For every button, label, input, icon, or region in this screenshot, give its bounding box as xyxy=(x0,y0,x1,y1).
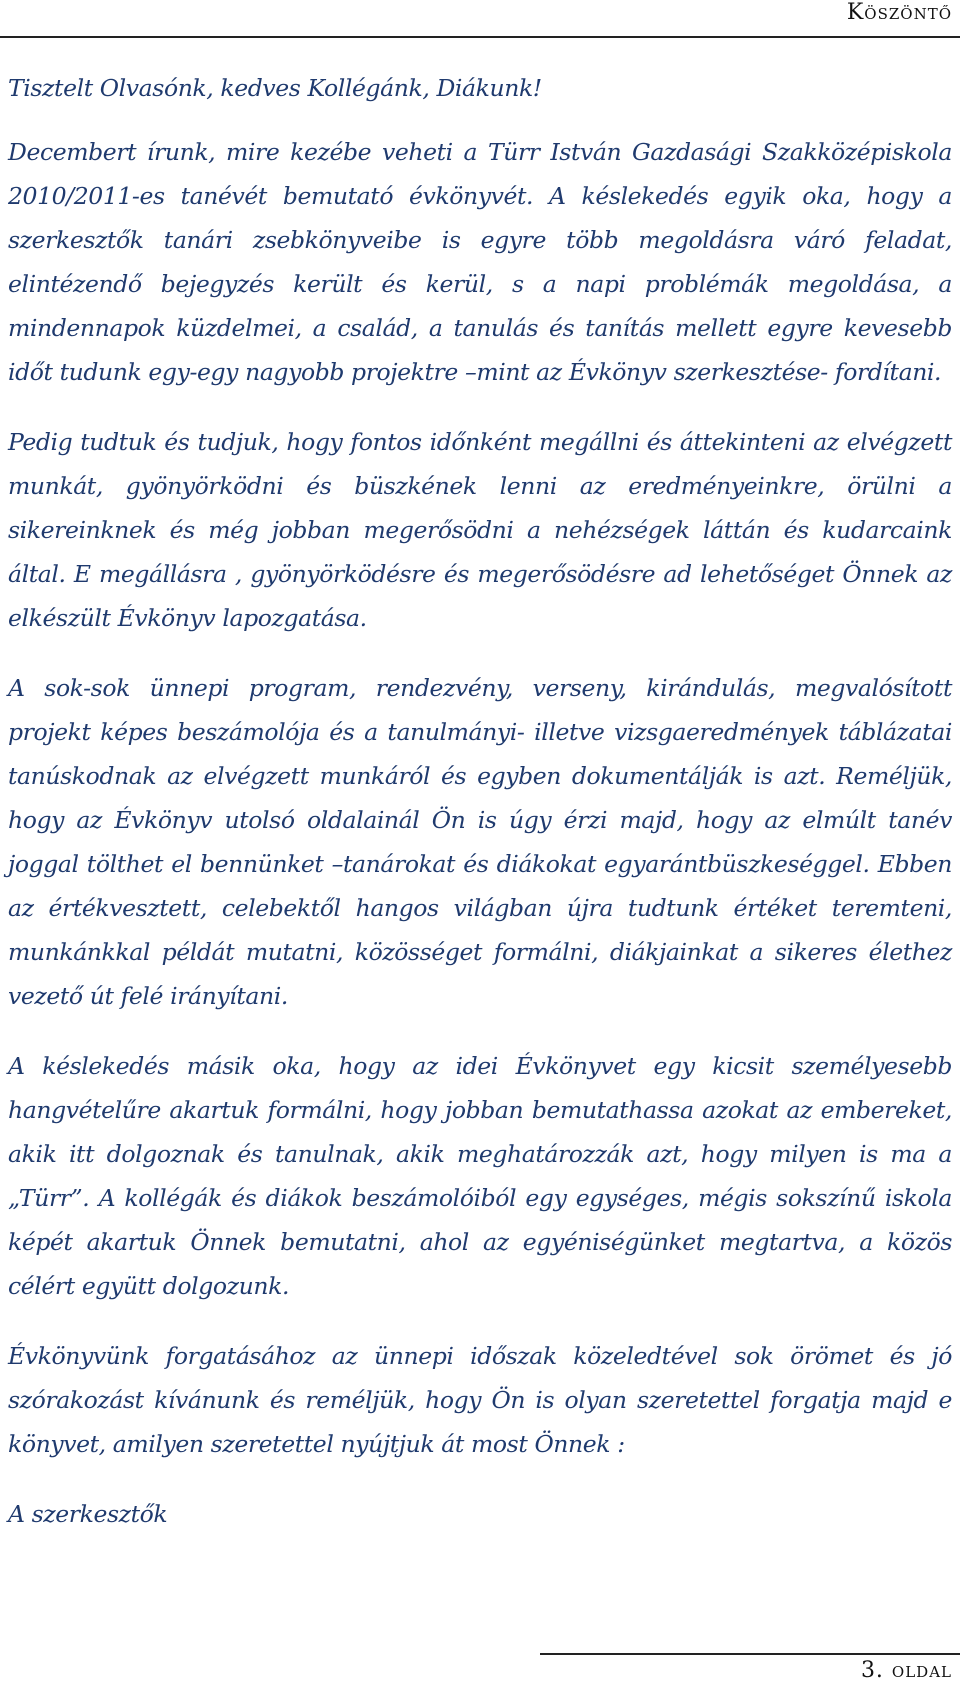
letter-greeting: Tisztelt Olvasónk, kedves Kollégánk, Diákunk! xyxy=(8,74,542,102)
footer-divider xyxy=(540,1653,960,1655)
letter-signature: A szerkesztők xyxy=(8,1500,168,1528)
header-divider xyxy=(0,36,960,38)
letter-paragraph-4: A késlekedés másik oka, hogy az idei Évkönyvet egy kicsit személyesebb hangvételűre akartuk formálni, hogy jobban bemutathassa azokat az embereket, akik itt dolgoznak és tanulnak, akik meghatározzák azt, hogy milyen is ma a „Türr”. A kollégák és diákok beszámolóiból egy egységes, mégis sokszínű iskola képét akartuk Önnek bemutatni, ahol az egyéniségünket megtartva, a közös célért együtt dolgozunk. xyxy=(8,1052,952,1300)
page-number: 3. oldal xyxy=(860,1658,952,1683)
letter-paragraph-1: Decembert írunk, mire kezébe veheti a Türr István Gazdasági Szakközépiskola 2010/2011-es tanévét bemutató évkönyvét. A késlekedés egyik oka, hogy a szerkesztők tanári zsebkönyveibe is egyre több megoldásra váró feladat, elintézendő bejegyzés került és kerül, s a napi problémák megoldása, a mindennapok küzdelmei, a család, a tanulás és tanítás mellett egyre kevesebb időt tudunk egy-egy nagyobb projektre –mint az Évkönyv szerkesztése- fordítani. xyxy=(8,138,952,386)
letter-paragraph-2: Pedig tudtuk és tudjuk, hogy fontos időnként megállni és áttekinteni az elvégzett munkát, gyönyörködni és büszkének lenni az eredményeinkre, örülni a sikereinknek és még jobban megerősödni a nehézségek láttán és kudarcaink által. E megállásra , gyönyörködésre és megerősödésre ad lehetőséget Önnek az elkészült Évkönyv lapozgatása. xyxy=(8,428,952,632)
letter-paragraph-5: Évkönyvünk forgatásához az ünnepi időszak közeledtével sok örömet és jó szórakozást kívánunk és reméljük, hogy Ön is olyan szeretettel forgatja majd e könyvet, amilyen szeretettel nyújtjuk át most Önnek : xyxy=(8,1342,952,1458)
letter-body xyxy=(8,66,952,1562)
letter-paragraph-3: A sok-sok ünnepi program, rendezvény, verseny, kirándulás, megvalósított projekt képes beszámolója és a tanulmányi- illetve vizsgaeredmények táblázatai tanúskodnak az elvégzett munkáról és egyben dokumentálják is azt. Reméljük, hogy az Évkönyv utolsó oldalainál Ön is úgy érzi majd, hogy az elmúlt tanév joggal tölthet el bennünket –tanárokat és diákokat egyarántbüszkeséggel. Ebben az értékvesztett, celebektől hangos világban újra tudtunk értéket teremteni, munkánkkal példát mutatni, közösséget formálni, diákjainkat a sikeres élethez vezető út felé irányítani. xyxy=(8,674,952,1010)
page-header-title: Köszöntő xyxy=(846,0,952,25)
